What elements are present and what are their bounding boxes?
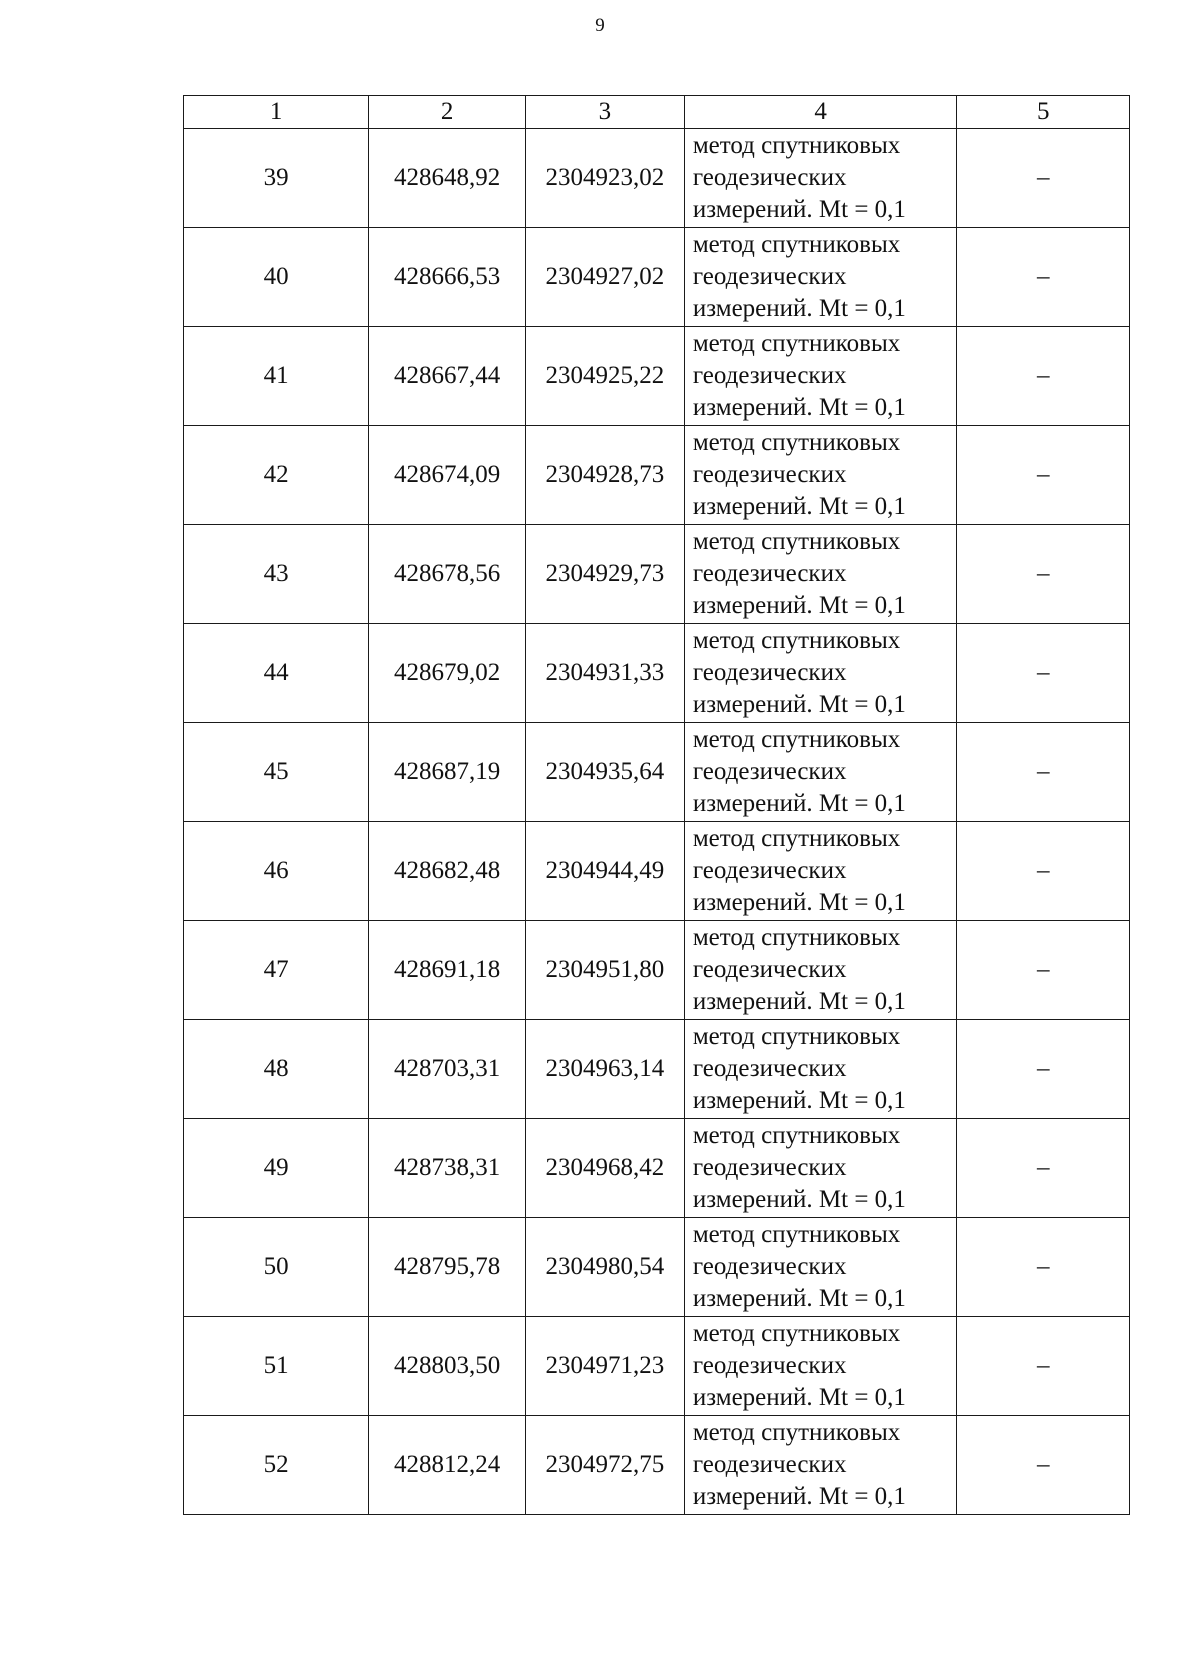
method-line: геодезических	[692, 659, 847, 686]
header-cell: 3	[525, 96, 684, 129]
table-row	[184, 723, 1130, 822]
coordinates-table	[183, 95, 1130, 1515]
method-line: измерений. Mt = 0,1	[692, 1285, 906, 1312]
page-number: 9	[595, 15, 605, 36]
method-cell	[684, 921, 957, 1020]
method-line: метод спутниковых	[692, 1122, 901, 1149]
method-line: геодезических	[692, 1451, 847, 1478]
point-number-cell: 40	[184, 228, 369, 327]
x-coordinate-cell: 428803,50	[369, 1317, 526, 1416]
table-row	[184, 624, 1130, 723]
description-cell: –	[957, 1317, 1130, 1416]
point-number-cell: 48	[184, 1020, 369, 1119]
method-line: метод спутниковых	[692, 627, 901, 654]
table-row	[184, 1317, 1130, 1416]
x-coordinate-cell: 428738,31	[369, 1119, 526, 1218]
method-line: геодезических	[692, 1055, 847, 1082]
method-line: геодезических	[692, 857, 847, 884]
point-number-cell: 42	[184, 426, 369, 525]
description-cell: –	[957, 228, 1130, 327]
method-line: измерений. Mt = 0,1	[692, 394, 906, 421]
method-line: метод спутниковых	[692, 1419, 901, 1446]
method-line: измерений. Mt = 0,1	[692, 691, 906, 718]
point-number-cell: 49	[184, 1119, 369, 1218]
x-coordinate-cell: 428678,56	[369, 525, 526, 624]
header-cell: 4	[684, 96, 957, 129]
description-cell: –	[957, 921, 1130, 1020]
table-body	[184, 129, 1130, 1515]
method-line: метод спутниковых	[692, 1221, 901, 1248]
table-row	[184, 1020, 1130, 1119]
y-coordinate-cell: 2304923,02	[525, 129, 684, 228]
y-coordinate-cell: 2304944,49	[525, 822, 684, 921]
method-line: измерений. Mt = 0,1	[692, 295, 906, 322]
method-cell	[684, 1317, 957, 1416]
header-cell: 1	[184, 96, 369, 129]
point-number-cell: 43	[184, 525, 369, 624]
point-number-cell: 52	[184, 1416, 369, 1515]
x-coordinate-cell: 428687,19	[369, 723, 526, 822]
method-cell	[684, 327, 957, 426]
description-cell: –	[957, 624, 1130, 723]
method-line: метод спутниковых	[692, 429, 901, 456]
description-cell: –	[957, 1416, 1130, 1515]
x-coordinate-cell: 428812,24	[369, 1416, 526, 1515]
table-row	[184, 1416, 1130, 1515]
x-coordinate-cell: 428674,09	[369, 426, 526, 525]
header-cell: 2	[369, 96, 526, 129]
y-coordinate-cell: 2304963,14	[525, 1020, 684, 1119]
y-coordinate-cell: 2304971,23	[525, 1317, 684, 1416]
method-cell	[684, 525, 957, 624]
point-number-cell: 39	[184, 129, 369, 228]
method-line: геодезических	[692, 758, 847, 785]
method-line: метод спутниковых	[692, 825, 901, 852]
point-number-cell: 44	[184, 624, 369, 723]
description-cell: –	[957, 723, 1130, 822]
table-row	[184, 327, 1130, 426]
description-cell: –	[957, 1020, 1130, 1119]
table-row	[184, 525, 1130, 624]
x-coordinate-cell: 428666,53	[369, 228, 526, 327]
description-cell: –	[957, 327, 1130, 426]
method-cell	[684, 1020, 957, 1119]
table-row	[184, 129, 1130, 228]
method-cell	[684, 624, 957, 723]
method-cell	[684, 822, 957, 921]
table-row	[184, 228, 1130, 327]
method-cell	[684, 1416, 957, 1515]
method-line: измерений. Mt = 0,1	[692, 1483, 906, 1510]
point-number-cell: 46	[184, 822, 369, 921]
table-row	[184, 1218, 1130, 1317]
method-line: метод спутниковых	[692, 330, 901, 357]
method-line: геодезических	[692, 164, 847, 191]
x-coordinate-cell: 428691,18	[369, 921, 526, 1020]
method-line: измерений. Mt = 0,1	[692, 790, 906, 817]
description-cell: –	[957, 129, 1130, 228]
method-line: измерений. Mt = 0,1	[692, 592, 906, 619]
method-line: геодезических	[692, 956, 847, 983]
x-coordinate-cell: 428648,92	[369, 129, 526, 228]
method-line: измерений. Mt = 0,1	[692, 196, 906, 223]
x-coordinate-cell: 428682,48	[369, 822, 526, 921]
method-line: геодезических	[692, 461, 847, 488]
y-coordinate-cell: 2304935,64	[525, 723, 684, 822]
point-number-cell: 47	[184, 921, 369, 1020]
method-line: метод спутниковых	[692, 924, 901, 951]
description-cell: –	[957, 822, 1130, 921]
method-line: геодезических	[692, 263, 847, 290]
table-row	[184, 822, 1130, 921]
method-line: метод спутниковых	[692, 726, 901, 753]
point-number-cell: 45	[184, 723, 369, 822]
method-line: измерений. Mt = 0,1	[692, 1186, 906, 1213]
method-line: метод спутниковых	[692, 132, 901, 159]
table-row	[184, 1119, 1130, 1218]
method-line: измерений. Mt = 0,1	[692, 988, 906, 1015]
method-cell	[684, 1119, 957, 1218]
x-coordinate-cell: 428795,78	[369, 1218, 526, 1317]
point-number-cell: 41	[184, 327, 369, 426]
method-cell	[684, 723, 957, 822]
y-coordinate-cell: 2304972,75	[525, 1416, 684, 1515]
description-cell: –	[957, 1218, 1130, 1317]
method-line: метод спутниковых	[692, 528, 901, 555]
y-coordinate-cell: 2304951,80	[525, 921, 684, 1020]
header-cell: 5	[957, 96, 1130, 129]
x-coordinate-cell: 428679,02	[369, 624, 526, 723]
method-line: измерений. Mt = 0,1	[692, 493, 906, 520]
y-coordinate-cell: 2304925,22	[525, 327, 684, 426]
point-number-cell: 51	[184, 1317, 369, 1416]
method-line: геодезических	[692, 1253, 847, 1280]
table-header	[184, 96, 1130, 129]
table-row	[184, 426, 1130, 525]
method-cell	[684, 1218, 957, 1317]
y-coordinate-cell: 2304980,54	[525, 1218, 684, 1317]
x-coordinate-cell: 428703,31	[369, 1020, 526, 1119]
table-row	[184, 921, 1130, 1020]
y-coordinate-cell: 2304968,42	[525, 1119, 684, 1218]
description-cell: –	[957, 525, 1130, 624]
method-line: измерений. Mt = 0,1	[692, 1087, 906, 1114]
y-coordinate-cell: 2304927,02	[525, 228, 684, 327]
description-cell: –	[957, 1119, 1130, 1218]
y-coordinate-cell: 2304929,73	[525, 525, 684, 624]
method-line: геодезических	[692, 1352, 847, 1379]
description-cell: –	[957, 426, 1130, 525]
method-cell	[684, 426, 957, 525]
method-line: метод спутниковых	[692, 1320, 901, 1347]
method-line: метод спутниковых	[692, 231, 901, 258]
method-line: геодезических	[692, 362, 847, 389]
method-cell	[684, 129, 957, 228]
method-line: метод спутниковых	[692, 1023, 901, 1050]
method-line: измерений. Mt = 0,1	[692, 1384, 906, 1411]
method-line: геодезических	[692, 1154, 847, 1181]
method-cell	[684, 228, 957, 327]
y-coordinate-cell: 2304928,73	[525, 426, 684, 525]
header-row	[184, 96, 1130, 129]
y-coordinate-cell: 2304931,33	[525, 624, 684, 723]
method-line: геодезических	[692, 560, 847, 587]
x-coordinate-cell: 428667,44	[369, 327, 526, 426]
point-number-cell: 50	[184, 1218, 369, 1317]
method-line: измерений. Mt = 0,1	[692, 889, 906, 916]
